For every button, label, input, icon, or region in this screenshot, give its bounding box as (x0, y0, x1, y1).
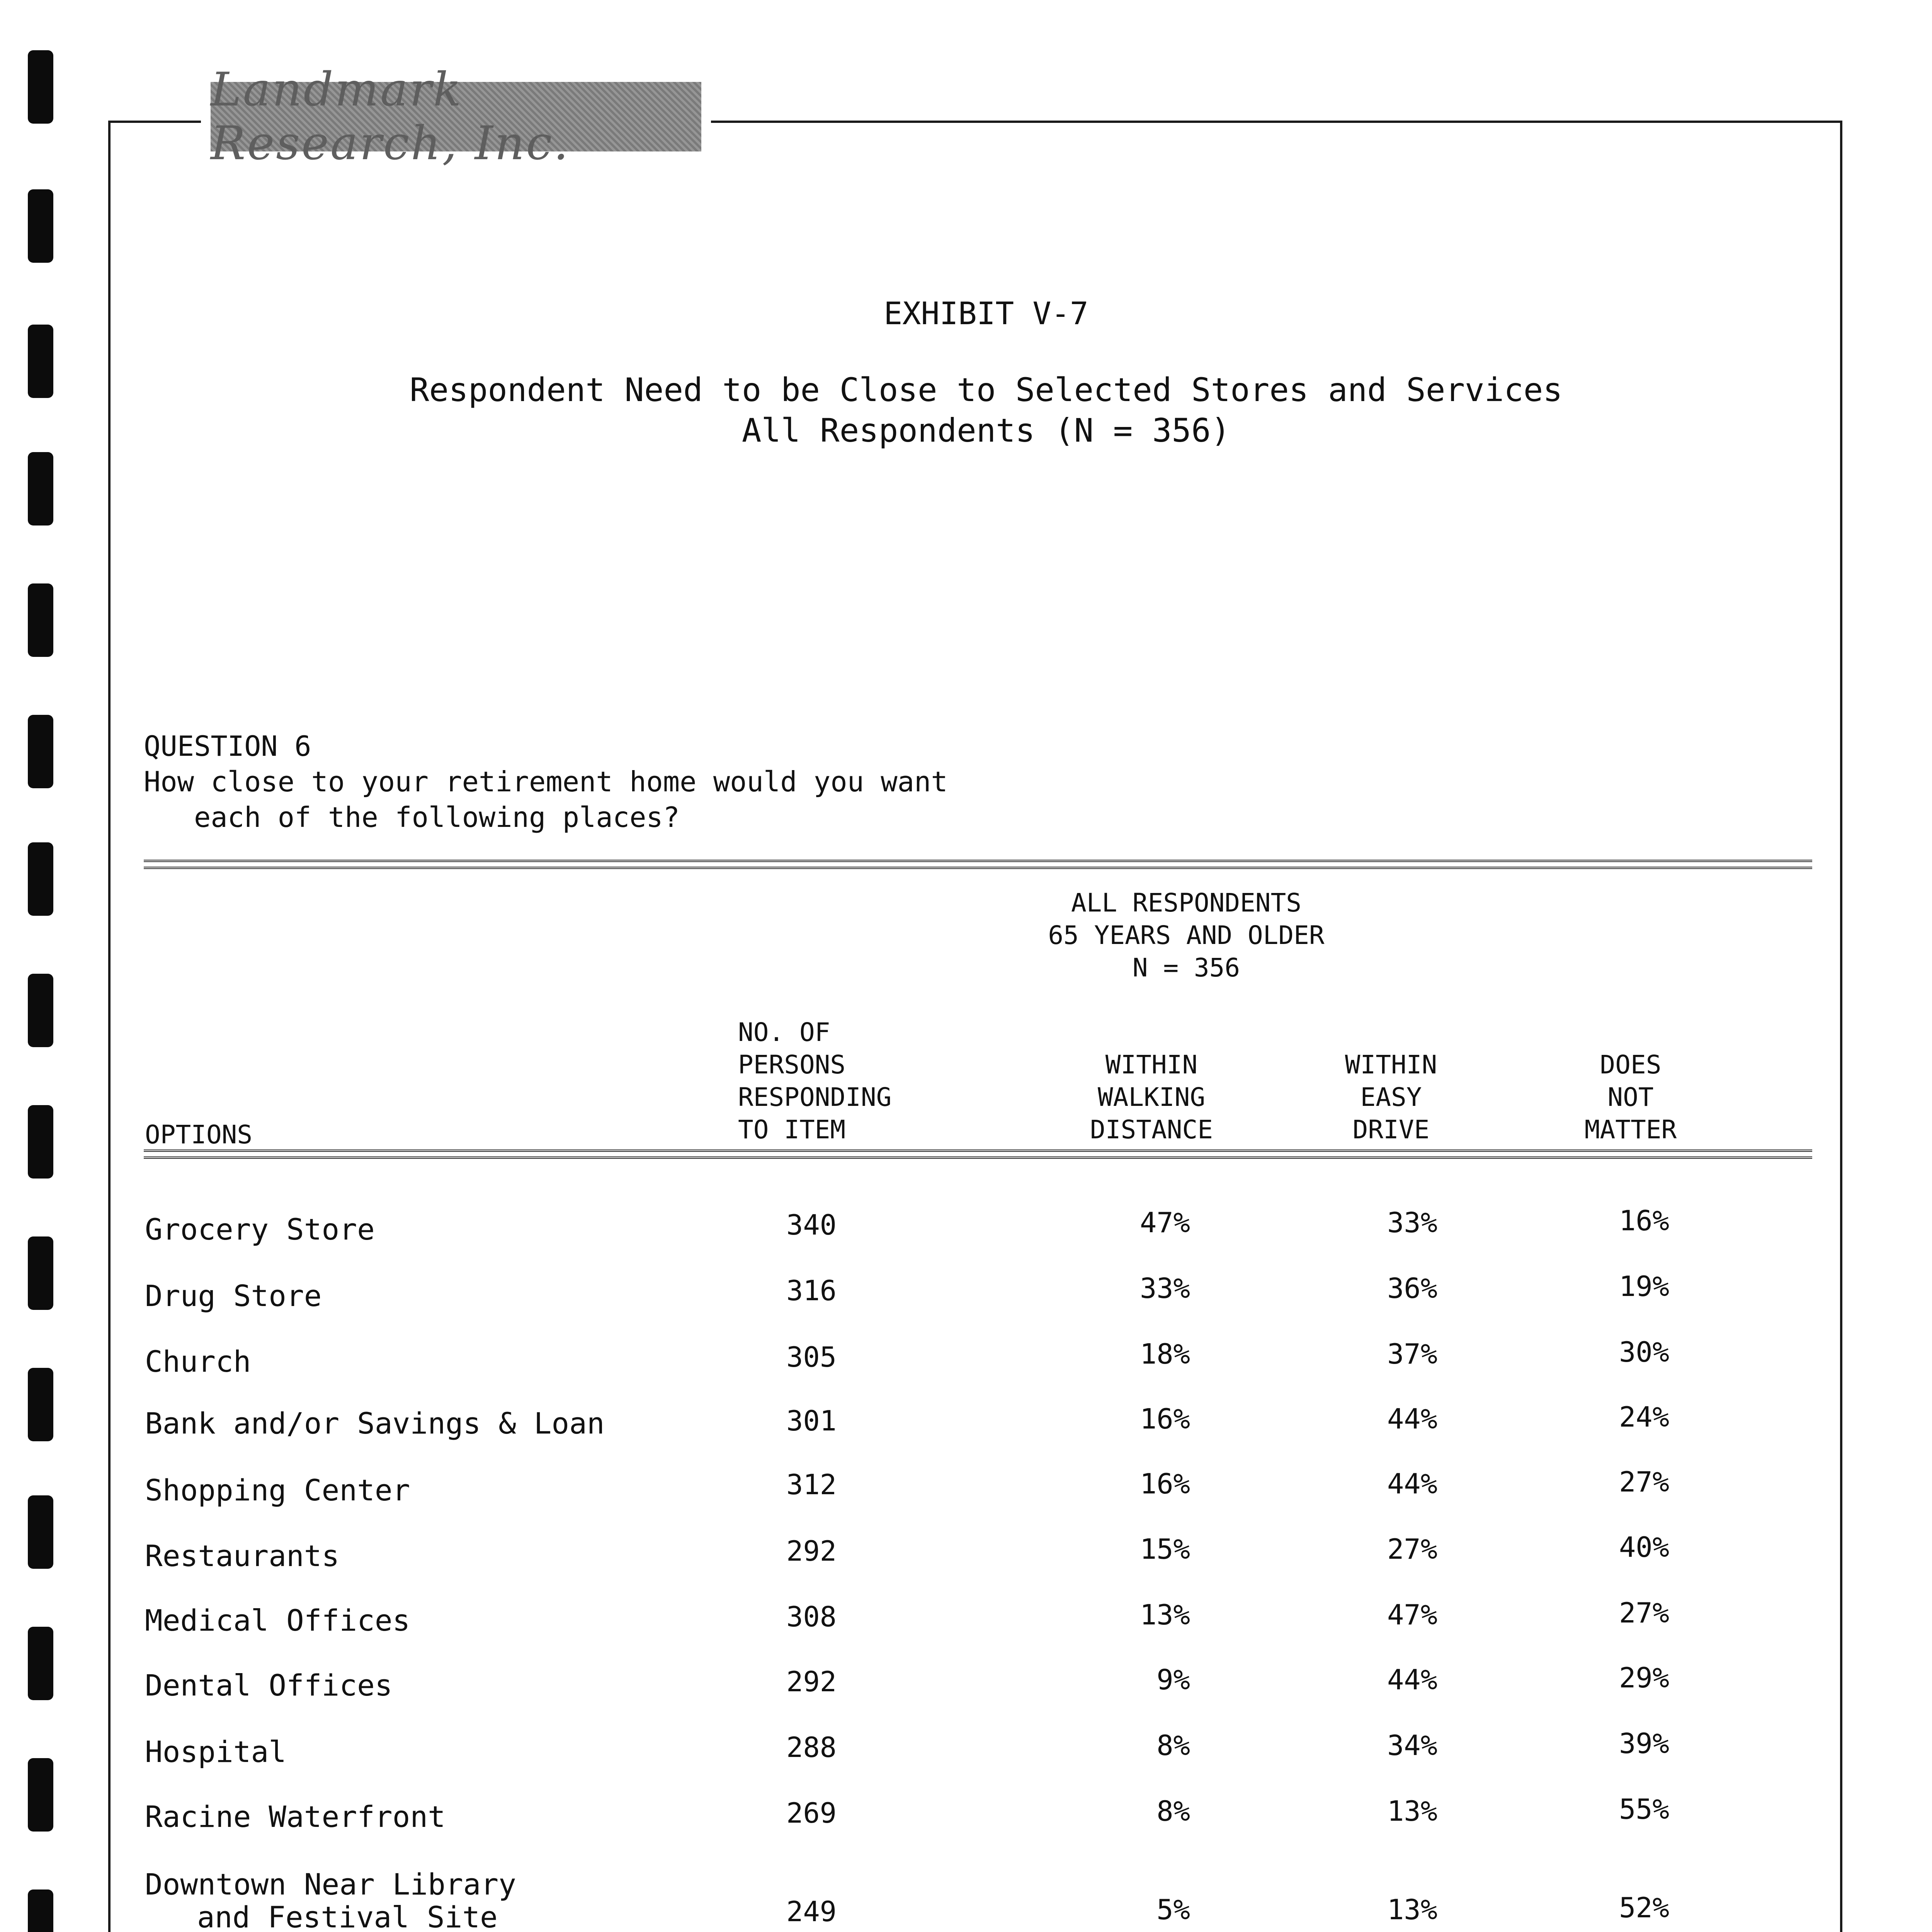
column-header-drive-line3: DRIVE (1352, 1115, 1430, 1145)
row-persons: 308 (786, 1600, 837, 1633)
row-persons: 288 (786, 1731, 837, 1764)
row-drive: 37% (1387, 1338, 1437, 1370)
row-matter: 16% (1619, 1204, 1669, 1237)
row-drive: 13% (1387, 1893, 1437, 1926)
binding-hole (28, 1105, 53, 1179)
row-option: Shopping Center (145, 1473, 410, 1507)
group-header-line2: 65 YEARS AND OLDER (1048, 920, 1325, 950)
row-persons: 292 (786, 1535, 837, 1567)
company-logo-text: Landmark Research, Inc. (211, 63, 570, 170)
column-header-persons-line1: NO. OF (738, 1017, 830, 1047)
column-header-drive-line1: WITHIN (1345, 1050, 1437, 1080)
column-header-matter-line2: NOT (1607, 1082, 1654, 1112)
question-block (144, 728, 948, 835)
question-number: QUESTION 6 (144, 730, 311, 762)
row-option: Bank and/or Savings & Loan (145, 1406, 605, 1440)
row-persons: 316 (786, 1274, 837, 1307)
row-matter: 30% (1619, 1336, 1669, 1368)
column-header-walking-line1: WITHIN (1105, 1050, 1198, 1080)
binding-hole (28, 974, 53, 1047)
column-header-drive-line2: EASY (1360, 1082, 1422, 1112)
column-header-persons-line2: PERSONS (738, 1050, 846, 1080)
column-header-walking-line2: WALKING (1097, 1082, 1206, 1112)
row-drive: 27% (1387, 1533, 1437, 1565)
binding-hole (28, 1627, 53, 1700)
row-option-line2: and Festival Site (197, 1900, 498, 1932)
row-persons: 301 (786, 1405, 837, 1437)
column-header-options: OPTIONS (145, 1120, 253, 1150)
row-matter: 55% (1619, 1793, 1669, 1825)
row-matter: 24% (1619, 1401, 1669, 1433)
row-walking: 8% (1156, 1795, 1190, 1827)
row-persons: 340 (786, 1209, 837, 1241)
row-matter: 40% (1619, 1531, 1669, 1563)
row-matter: 39% (1619, 1727, 1669, 1760)
row-walking: 13% (1139, 1599, 1190, 1631)
binding-hole (28, 842, 53, 916)
row-persons: 305 (786, 1341, 837, 1373)
table-top-rule (144, 860, 1812, 869)
page-title: Respondent Need to be Close to Selected Stores and Services (410, 371, 1563, 409)
row-persons: 292 (786, 1665, 837, 1698)
column-header-matter-line3: MATTER (1584, 1115, 1677, 1145)
row-option: Church (145, 1344, 251, 1379)
row-walking: 16% (1139, 1468, 1190, 1500)
column-header-walking (1051, 1049, 1252, 1146)
row-option: Medical Offices (145, 1603, 410, 1638)
row-walking: 8% (1156, 1729, 1190, 1762)
binding-hole (28, 1368, 53, 1441)
row-drive: 44% (1387, 1663, 1437, 1696)
row-matter: 27% (1619, 1597, 1669, 1629)
row-walking: 5% (1156, 1893, 1190, 1926)
row-walking: 9% (1156, 1663, 1190, 1696)
group-header-line1: ALL RESPONDENTS (1071, 888, 1302, 918)
row-option: Downtown Near Library (145, 1867, 516, 1901)
binding-hole (28, 1236, 53, 1310)
row-persons: 249 (786, 1895, 837, 1928)
row-option: Hospital (145, 1735, 287, 1769)
binding-hole (28, 452, 53, 526)
binding-hole (28, 1495, 53, 1569)
question-text-line2: each of the following places? (194, 801, 680, 833)
row-walking: 33% (1139, 1272, 1190, 1304)
row-persons: 312 (786, 1468, 837, 1501)
group-header (989, 887, 1383, 984)
page-subtitle: All Respondents (N = 356) (742, 412, 1231, 449)
row-option: Dental Offices (145, 1668, 393, 1702)
column-header-matter-line1: DOES (1600, 1050, 1662, 1080)
row-matter: 29% (1619, 1662, 1669, 1694)
row-option: Drug Store (145, 1279, 322, 1313)
binding-hole (28, 583, 53, 657)
row-matter: 19% (1619, 1270, 1669, 1303)
table-header-rule (144, 1150, 1812, 1159)
row-walking: 15% (1139, 1533, 1190, 1565)
row-option: Grocery Store (145, 1212, 375, 1247)
binding-hole (28, 715, 53, 788)
column-header-persons-line4: TO ITEM (738, 1115, 846, 1145)
row-walking: 16% (1139, 1403, 1190, 1435)
row-drive: 13% (1387, 1795, 1437, 1827)
question-text-line1: How close to your retirement home would you want (144, 765, 948, 798)
binding-hole (28, 1758, 53, 1832)
row-option: Restaurants (145, 1539, 340, 1573)
row-drive: 44% (1387, 1403, 1437, 1435)
binding-hole (28, 1889, 53, 1932)
binding-hole (28, 50, 53, 124)
row-matter: 27% (1619, 1466, 1669, 1498)
column-header-matter (1538, 1049, 1723, 1146)
row-drive: 34% (1387, 1729, 1437, 1762)
exhibit-label: EXHIBIT V-7 (884, 296, 1088, 332)
row-drive: 36% (1387, 1272, 1437, 1304)
column-header-persons (738, 1016, 891, 1146)
row-walking: 47% (1139, 1206, 1190, 1239)
row-drive: 33% (1387, 1206, 1437, 1239)
binding-hole (28, 189, 53, 263)
column-header-walking-line3: DISTANCE (1090, 1115, 1213, 1145)
row-option: Racine Waterfront (145, 1799, 446, 1834)
row-drive: 47% (1387, 1599, 1437, 1631)
row-persons: 269 (786, 1797, 837, 1829)
row-walking: 18% (1139, 1338, 1190, 1370)
row-drive: 44% (1387, 1468, 1437, 1500)
column-header-drive (1298, 1049, 1484, 1146)
column-header-persons-line3: RESPONDING (738, 1082, 892, 1112)
company-logo (211, 63, 701, 170)
row-matter: 52% (1619, 1891, 1669, 1924)
group-header-line3: N = 356 (1132, 953, 1240, 983)
